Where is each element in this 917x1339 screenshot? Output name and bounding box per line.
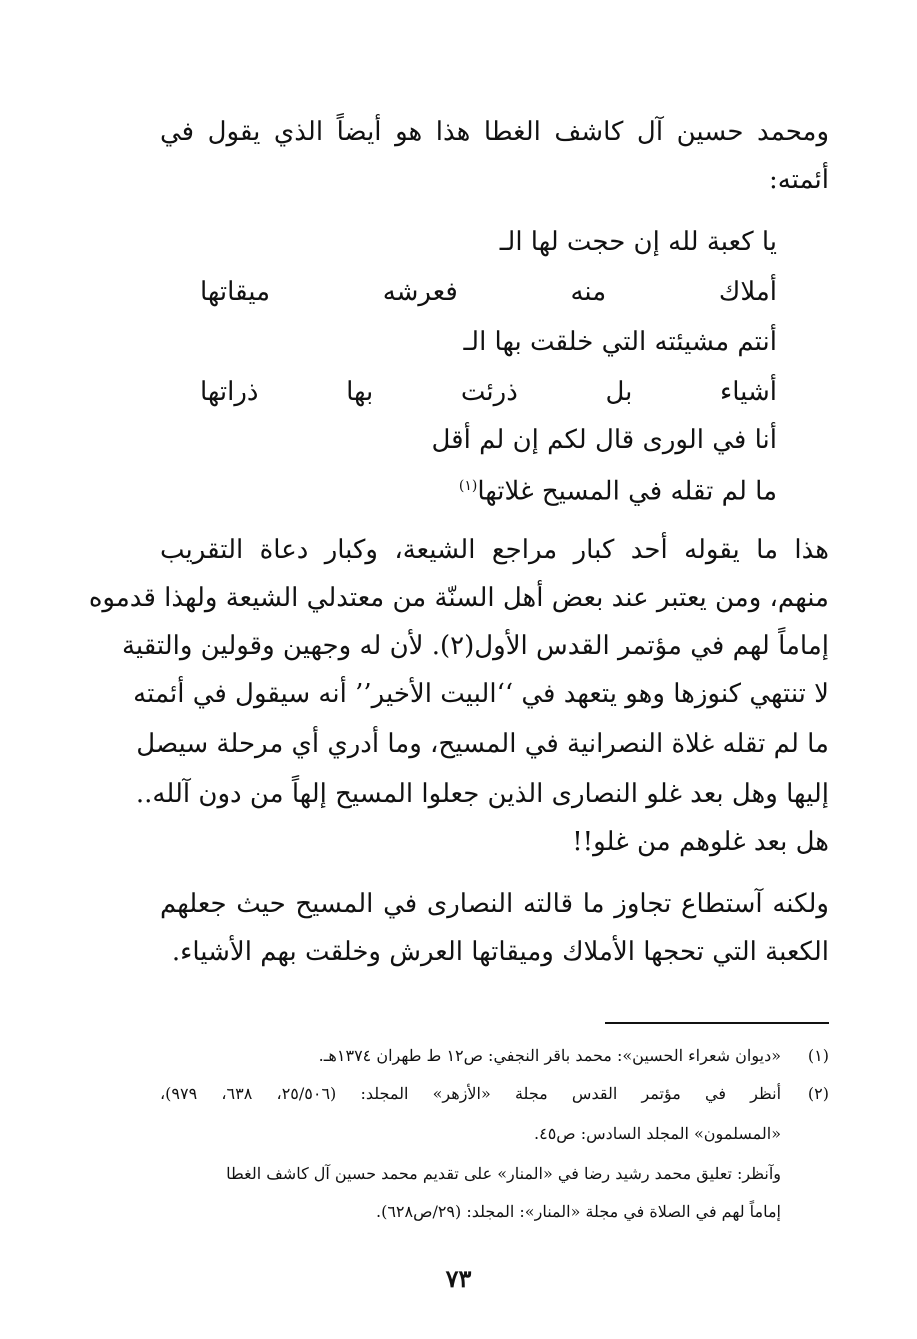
footnote-separator [605, 1022, 829, 1024]
para1-line-7: هل بعد غلوهم من غلو!! [572, 827, 829, 857]
poem-verse-3-first-half: أنا في الورى قال لكم إن لم أقل [431, 425, 777, 455]
poem-verse-1-first-half: يا كعبة لله إن حجت لها الـ [499, 227, 777, 257]
footnote-1-number: (١) [807, 1046, 829, 1065]
footnote-ref-1: (١) [458, 478, 478, 494]
poem-verse-1-second-half: أملاك منه فعرشه ميقاتها [200, 277, 777, 307]
footnote-2-number: (٢) [807, 1084, 829, 1103]
para1-line-2: منهم، ومن يعتبر عند بعض أهل السنّة من معتدلي الشيعة ولهذا قدموه [88, 583, 829, 613]
poem-verse-text: ما لم تقله في المسيح غلاتها [477, 476, 777, 507]
footnote-1-text: «ديوان شعراء الحسين»: محمد باقر النجفي: ص١٢ ط طهران ١٣٧٤هـ. [318, 1046, 781, 1065]
intro-line-1: ومحمد حسين آل كاشف الغطا هذا هو أيضاً الذي يقول في [160, 117, 829, 147]
para1-line-1: هذا ما يقوله أحد كبار مراجع الشيعة، وكبار دعاة التقريب [160, 535, 829, 565]
para1-line-4: لا تنتهي كنوزها وهو يتعهد في ‘‘البيت الأخير’’ أنه سيقول في أئمته [133, 679, 829, 709]
footnote-2-line-3: وآنظر: تعليق محمد رشيد رضا في «المنار» على تقديم محمد حسين آل كاشف الغطا [226, 1164, 781, 1183]
poem-verse-2-first-half: أنتم مشيئته التي خلقت بها الـ [463, 327, 777, 357]
para1-line-3: إماماً لهم في مؤتمر القدس الأول(٢). لأن له وجهين وقولين والتقية [121, 631, 829, 661]
footnote-2-line-4: إماماً لهم في الصلاة في مجلة «المنار»: المجلد: (٢٩/ص٦٢٨). [375, 1202, 781, 1221]
poem-verse-3-second-half [459, 466, 777, 512]
para2-line-2: الكعبة التي تحجها الأملاك وميقاتها العرش وخلقت بهم الأشياء. [171, 937, 829, 967]
poem-verse-2-second-half: أشياء بل ذرئت بها ذراتها [200, 377, 777, 407]
footnote-2-text: أنظر في مؤتمر القدس مجلة «الأزهر» المجلد: (٢٥/٥٠٦، ٦٣٨، ٩٧٩)، [160, 1084, 782, 1103]
intro-line-2: أئمته: [768, 165, 829, 195]
footnote-2-line-2: «المسلمون» المجلد السادس: ص٤٥. [534, 1124, 781, 1143]
para2-line-1: ولكنه آستطاع تجاوز ما قالته النصارى في المسيح حيث جعلهم [160, 889, 829, 919]
page-number: ٧٣ [445, 1264, 472, 1293]
para1-line-6: إليها وهل بعد غلو النصارى الذين جعلوا المسيح إلهاً من دون آلله.. [135, 779, 829, 809]
para1-line-5: ما لم تقله غلاة النصرانية في المسيح، وما أدري أي مرحلة سيصل [136, 729, 829, 759]
